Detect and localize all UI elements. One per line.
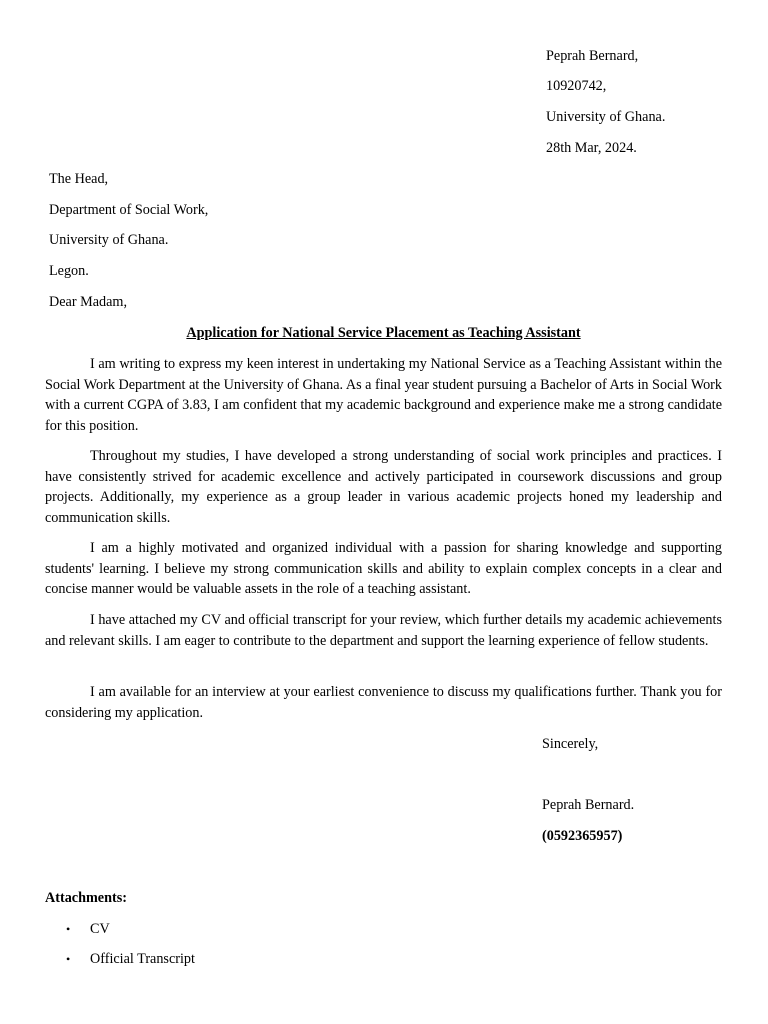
- bullet-icon: •: [66, 952, 71, 966]
- recipient-line-4: Legon.: [49, 263, 89, 279]
- signature-phone: (0592365957): [542, 828, 623, 844]
- body-paragraph-2: Throughout my studies, I have developed a strong understanding of social work principles and practices. I have consistently strived for academic excellence and actively participated in coursework discussions and group projects. Additionally, my experience as a group leader in various academic projects honed my leadership and communication skills.: [45, 448, 722, 526]
- signature-name: Peprah Bernard.: [542, 797, 635, 813]
- body-paragraph-1: I am writing to express my keen interest in undertaking my National Service as a Teaching Assistant within the Social Work Department at the University of Ghana. As a final year student pursuing a Bachelor of Arts in Social Work with a current CGPA of 3.83, I am confident that my academic background and experience make me a strong candidate for this position.: [45, 356, 722, 434]
- sender-institution: University of Ghana.: [546, 109, 666, 125]
- attachment-item-transcript: Official Transcript: [90, 951, 195, 967]
- attachment-item-cv: CV: [90, 921, 110, 937]
- recipient-line-2: Department of Social Work,: [49, 202, 209, 218]
- bullet-icon: •: [66, 922, 71, 936]
- letter-date: 28th Mar, 2024.: [546, 140, 637, 156]
- body-paragraph-5: I am available for an interview at your earliest convenience to discuss my qualifications further. Thank you for considering my application.: [45, 684, 722, 721]
- recipient-line-1: The Head,: [49, 171, 109, 187]
- letter-title: Application for National Service Placement as Teaching Assistant: [186, 325, 581, 341]
- attachments-label: Attachments:: [45, 890, 127, 906]
- salutation: Dear Madam,: [49, 294, 127, 310]
- sender-name: Peprah Bernard,: [546, 48, 639, 64]
- sender-id-number: 10920742,: [546, 78, 607, 94]
- recipient-line-3: University of Ghana.: [49, 232, 169, 248]
- closing: Sincerely,: [542, 736, 599, 752]
- body-paragraph-3: I am a highly motivated and organized individual with a passion for sharing knowledge and supporting students' learning. I believe my strong communication skills and ability to explain complex concepts in a clear and concise manner would be valuable assets in the role of a teaching assistant.: [45, 540, 722, 598]
- body-paragraph-4: I have attached my CV and official transcript for your review, which further details my academic achievements and relevant skills. I am eager to contribute to the department and support the learning experience of fellow students.: [45, 612, 722, 649]
